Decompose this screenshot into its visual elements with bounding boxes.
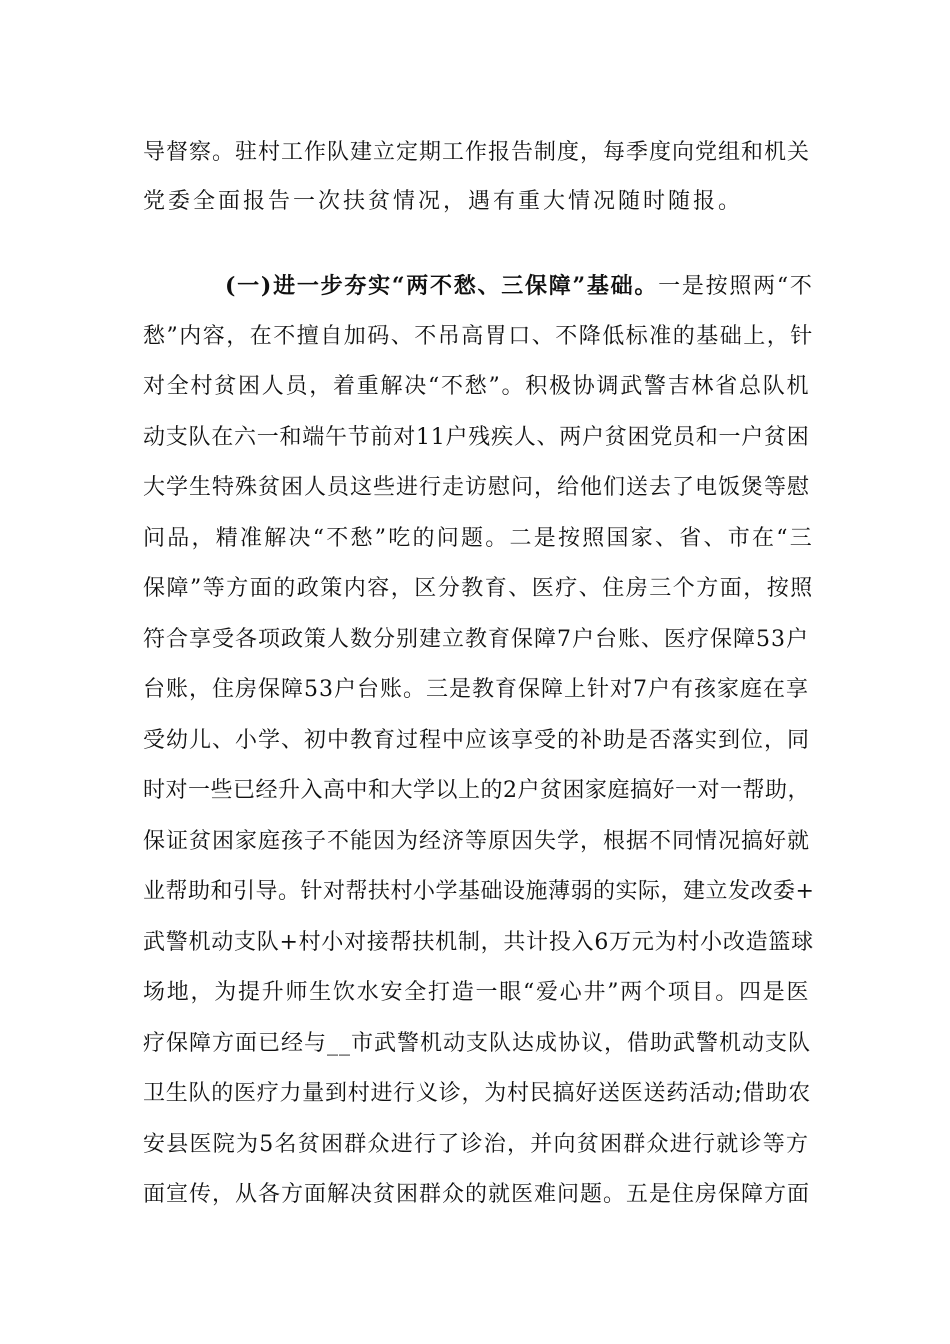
paragraph2-line-13: 业帮助和引导。针对帮扶村小学基础设施薄弱的实际，建立发改委+ xyxy=(143,879,815,904)
paragraph2-line-16: 疗保障方面已经与__市武警机动支队达成协议，借助武警机动支队 xyxy=(143,1031,812,1056)
paragraph2-line-10: 受幼儿、小学、初中教育过程中应该享受的补助是否落实到位，同 xyxy=(143,728,811,753)
paragraph2-line-19: 面宣传，从各方面解决贫困群众的就医难问题。五是住房保障方面 xyxy=(143,1182,811,1207)
paragraph2-line-5: 大学生特殊贫困人员这些进行走访慰问，给他们送去了电饭煲等慰 xyxy=(143,475,811,500)
paragraph2-line-11: 时对一些已经升入高中和大学以上的2户贫困家庭搞好一对一帮助， xyxy=(143,778,810,803)
paragraph2-first-line xyxy=(225,271,814,302)
paragraph2-line-15: 场地，为提升师生饮水安全打造一眼“爱心井”两个项目。四是医 xyxy=(143,980,811,1005)
paragraph2-line-7: 保障”等方面的政策内容，区分教育、医疗、住房三个方面，按照 xyxy=(143,576,814,601)
paragraph2-line-9: 台账，住房保障53户台账。三是教育保障上针对7户有孩家庭在享 xyxy=(143,677,809,702)
paragraph2-line-6: 问品，精准解决“不愁”吃的问题。二是按照国家、省、市在“三 xyxy=(143,526,814,551)
paragraph2-line-18: 安县医院为5名贫困群众进行了诊治，并向贫困群众进行就诊等方 xyxy=(143,1132,810,1157)
paragraph2-line-8: 符合享受各项政策人数分别建立教育保障7户台账、医疗保障53户 xyxy=(143,627,809,652)
paragraph2-line-17: 卫生队的医疗力量到村进行义诊，为村民搞好送医送药活动;借助农 xyxy=(143,1081,811,1106)
section-heading: (一)进一步夯实“两不愁、三保障”基础。 xyxy=(225,273,659,299)
paragraph2-line-4: 动支队在六一和端午节前对11户残疾人、两户贫困党员和一户贫困 xyxy=(143,425,810,450)
paragraph2-first-line-rest: 一是按照两“不 xyxy=(658,274,814,299)
paragraph1-line-2: 党委全面报告一次扶贫情况，遇有重大情况随时随报。 xyxy=(143,189,744,214)
paragraph2-line-12: 保证贫困家庭孩子不能因为经济等原因失学，根据不同情况搞好就 xyxy=(143,829,811,854)
paragraph1-line-1: 导督察。驻村工作队建立定期工作报告制度，每季度向党组和机关 xyxy=(143,140,811,165)
paragraph2-line-14: 武警机动支队+村小对接帮扶机制，共计投入6万元为村小改造篮球 xyxy=(143,930,814,955)
paragraph2-line-3: 对全村贫困人员，着重解决“不愁”。积极协调武警吉林省总队机 xyxy=(143,374,811,399)
paragraph2-line-2: 愁”内容，在不擅自加码、不吊高胃口、不降低标准的基础上，针 xyxy=(143,324,814,349)
